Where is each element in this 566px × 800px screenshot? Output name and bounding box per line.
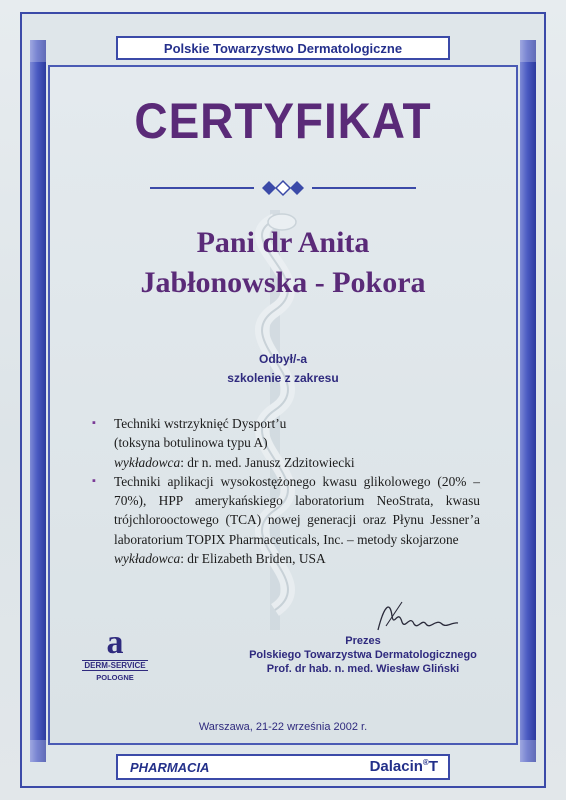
date-place: Warszawa, 21-22 września 2002 r.	[198, 721, 368, 733]
lecturer-label: wykładowca	[114, 454, 181, 470]
logo-line-1: DERM-SERVICE	[82, 660, 148, 671]
course-list	[90, 414, 480, 568]
dalacin-suffix: T	[428, 758, 438, 775]
lecturer-name: : dr n. med. Janusz Zdzitowiecki	[180, 454, 355, 470]
handwritten-signature-icon	[372, 596, 462, 636]
logo-line-2: POLOGNE	[96, 673, 134, 682]
bullet-icon: ▪	[92, 474, 96, 487]
diamond-ornament-icon	[150, 178, 416, 198]
recipient-line-1: Pani dr Anita	[196, 226, 370, 259]
pharmacia-brand: PHARMACIA	[130, 760, 210, 775]
signatory-name: Prof. dr hab. n. med. Wiesław Gliński	[266, 663, 460, 675]
lecturer-name: : dr Elizabeth Briden, USA	[180, 551, 326, 567]
list-item	[90, 472, 480, 568]
registered-mark: ®	[422, 758, 429, 767]
signatory-title: Prezes	[345, 635, 381, 647]
dalacin-name: Dalacin	[369, 758, 423, 775]
course-1-lecturer	[114, 453, 480, 472]
signatory-organization: Polskiego Towarzystwa Dermatologicznego	[249, 649, 477, 661]
certificate-title: CERTYFIKAT	[134, 93, 432, 149]
course-2-lecturer	[114, 549, 480, 568]
course-1-line-1: Techniki wstrzyknięć Dysport’u	[114, 416, 287, 431]
list-item	[90, 414, 480, 472]
recipient-line-2: Jabłonowska - Pokora	[140, 266, 426, 299]
bullet-icon: ▪	[92, 417, 96, 429]
header-band	[116, 36, 450, 60]
lecturer-label: wykładowca	[114, 551, 181, 567]
intro-line-1: Odbył/-a	[258, 352, 307, 366]
logo-letter: a	[106, 624, 124, 661]
course-1-line-2: (toksyna botulinowa typu A)	[114, 435, 268, 451]
footer-band	[116, 754, 450, 780]
derm-service-logo	[82, 624, 148, 682]
organization-name: Polskie Towarzystwo Dermatologiczne	[163, 40, 403, 56]
intro-line-2: szkolenie z zakresu	[227, 371, 339, 385]
dalacin-brand	[370, 758, 438, 775]
course-2-text: Techniki aplikacji wysokostężonego kwasu glikolowego (20% – 70%), HPP amerykańskiego laboratorium NeoStrata, kwasu trójchlorooctowego (TCA) nowej generacji oraz Płynu Jessner’a laboratorium TOPIX Pharmaceuticals, Inc. – metody skojarzone	[114, 473, 480, 547]
